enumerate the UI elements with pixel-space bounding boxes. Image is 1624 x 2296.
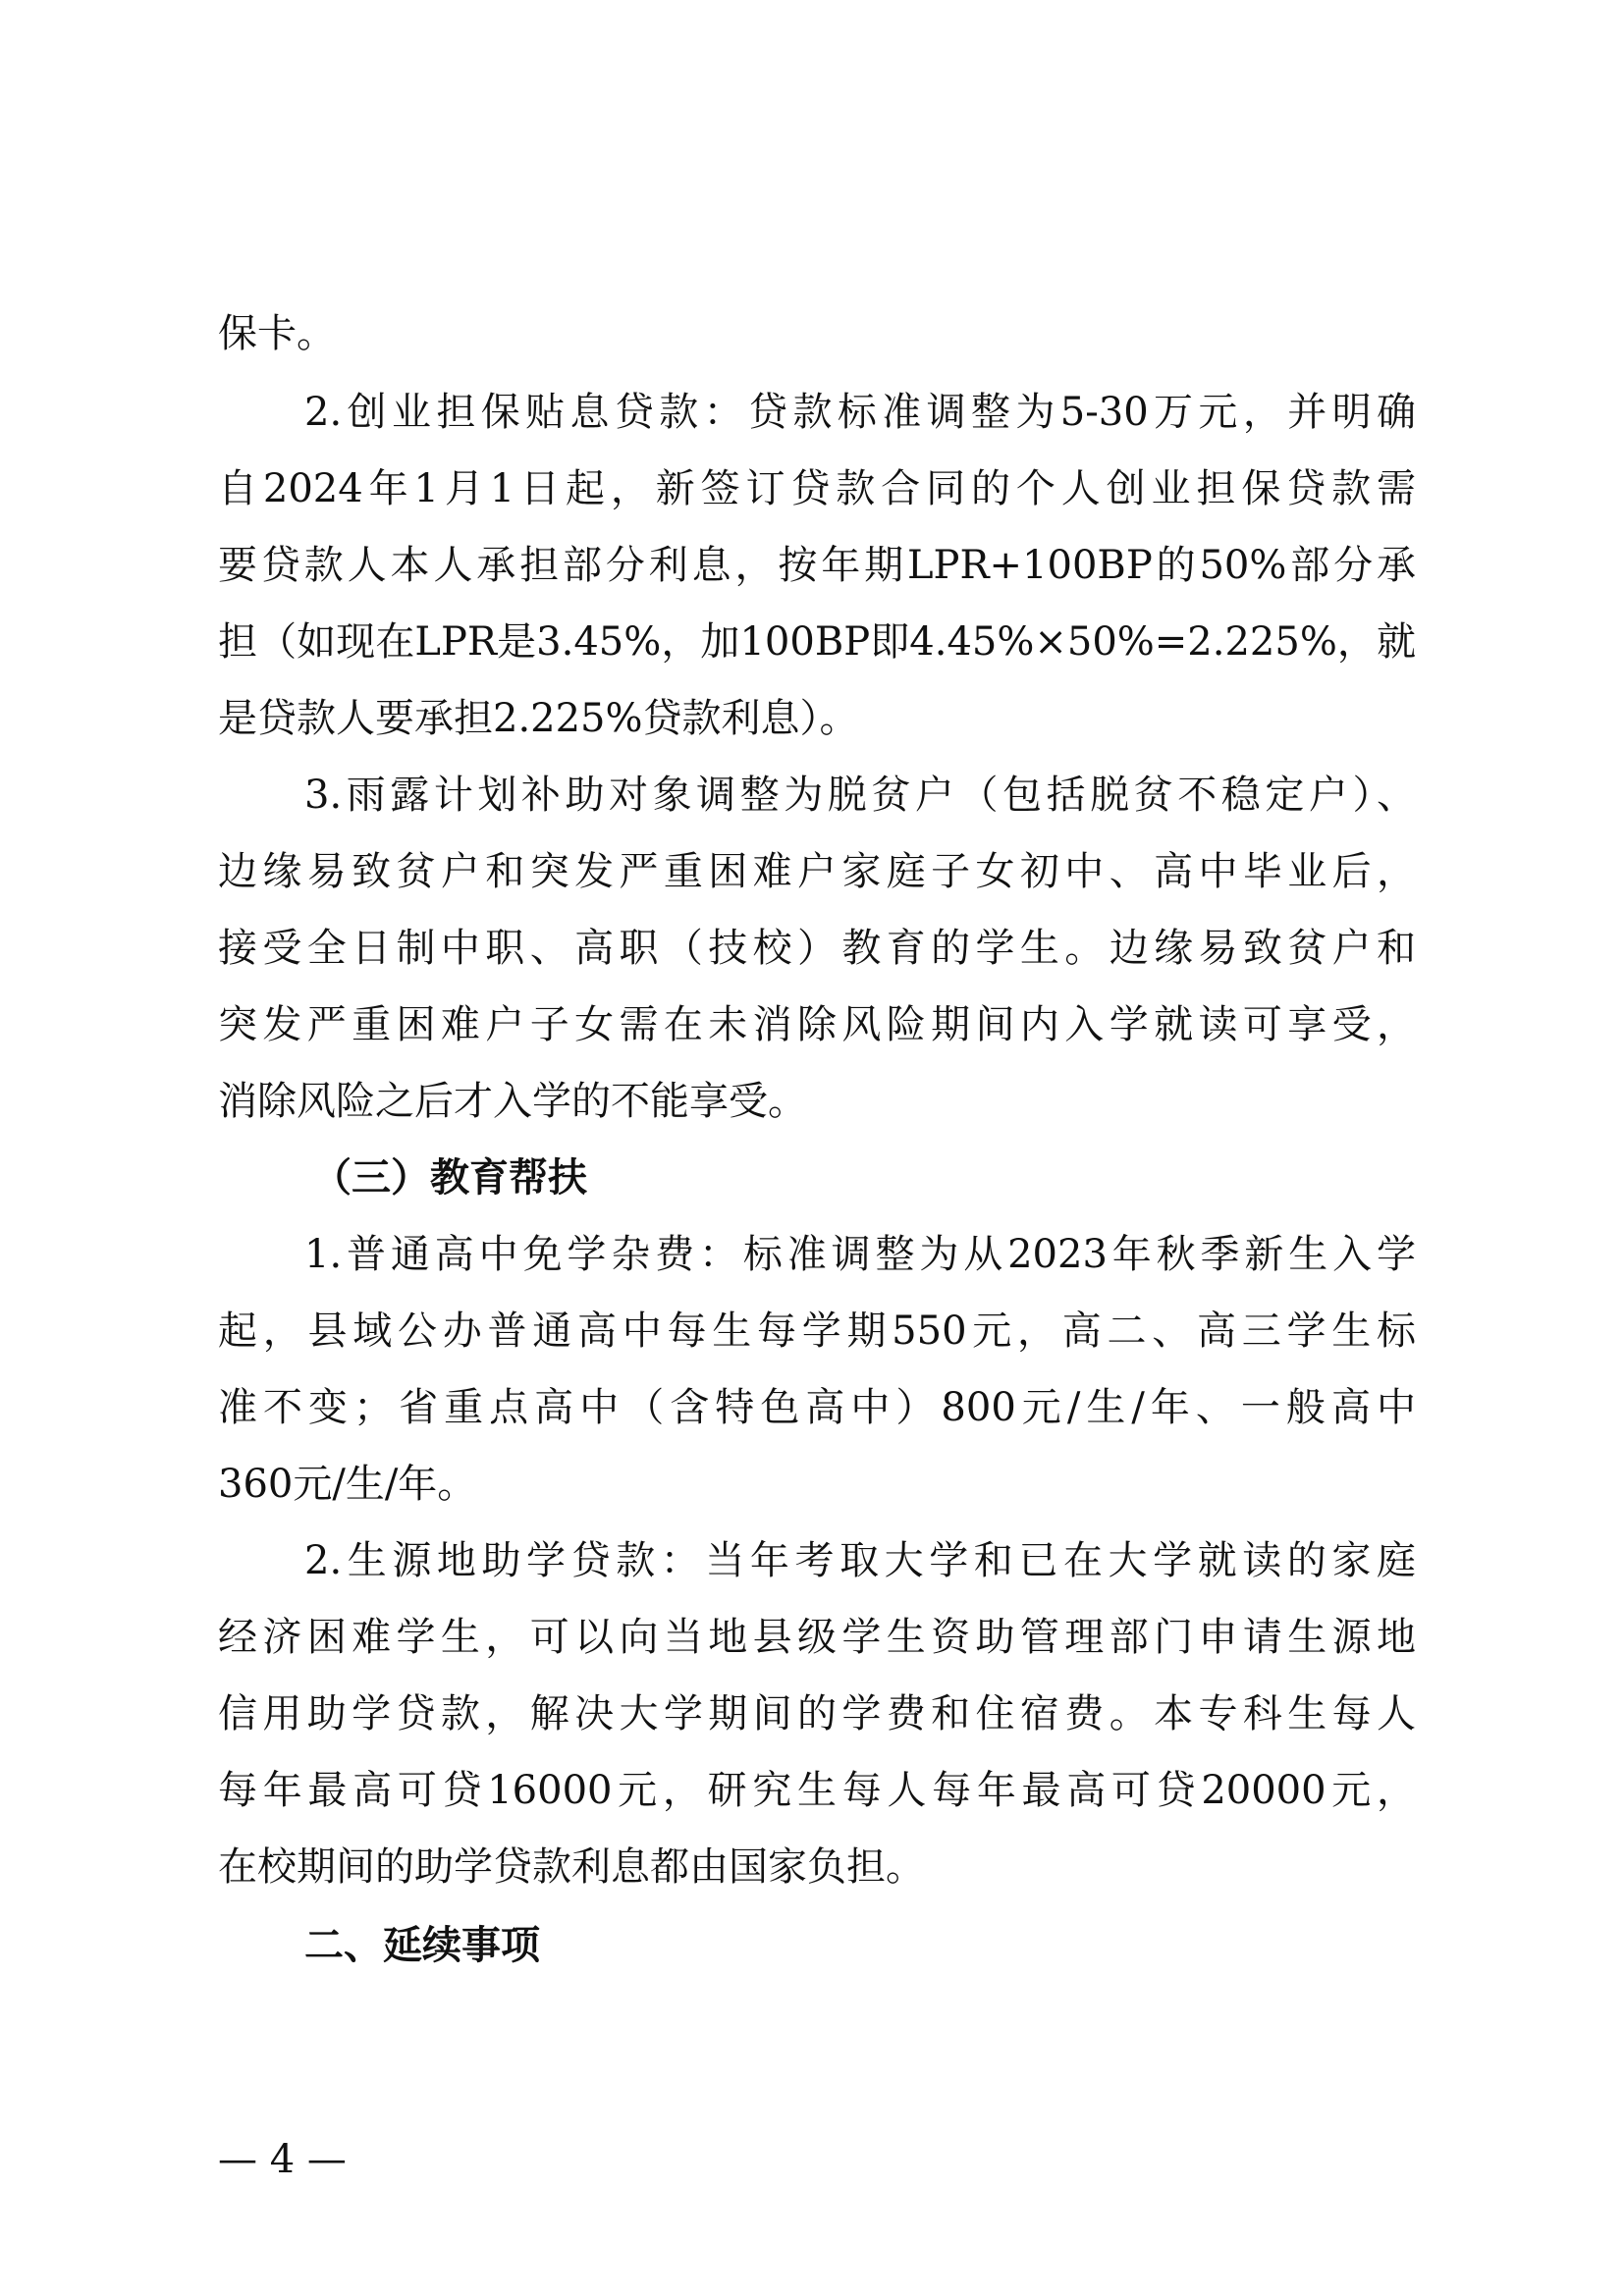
paragraph-line: 2.创业担保贴息贷款：贷款标准调整为5-30万元，并明确 <box>304 390 1416 435</box>
section-heading: （三）教育帮扶 <box>312 1155 587 1201</box>
paragraph-line: 是贷款人要承担2.225%贷款利息）。 <box>218 696 859 741</box>
section-heading: 二、延续事项 <box>304 1923 540 1968</box>
paragraph-line: 每年最高可贷16000元，研究生每人每年最高可贷20000元， <box>218 1768 1416 1813</box>
paragraph-line: 边缘易致贫户和突发严重困难户家庭子女初中、高中毕业后， <box>218 849 1416 894</box>
paragraph-line: 接受全日制中职、高职（技校）教育的学生。边缘易致贫户和 <box>218 926 1416 971</box>
paragraph-line: 准不变；省重点高中（含特色高中）800元/生/年、一般高中 <box>218 1385 1416 1430</box>
paragraph-line: 要贷款人本人承担部分利息，按年期LPR+100BP的50%部分承 <box>218 543 1416 588</box>
paragraph-line: 3.雨露计划补助对象调整为脱贫户（包括脱贫不稳定户）、 <box>304 773 1416 818</box>
paragraph-line: 自2024年1月1日起，新签订贷款合同的个人创业担保贷款需 <box>218 466 1416 511</box>
paragraph-line: 突发严重困难户子女需在未消除风险期间内入学就读可享受， <box>218 1002 1416 1047</box>
paragraph-line: 经济困难学生，可以向当地县级学生资助管理部门申请生源地 <box>218 1615 1416 1660</box>
paragraph-line: 2.生源地助学贷款：当年考取大学和已在大学就读的家庭 <box>304 1538 1416 1583</box>
paragraph-line: 1.普通高中免学杂费：标准调整为从2023年秋季新生入学 <box>304 1232 1416 1277</box>
page-number: — 4 — <box>218 2137 347 2182</box>
paragraph-line: 起，县域公办普通高中每生每学期550元，高二、高三学生标 <box>218 1308 1416 1354</box>
paragraph-line: 在校期间的助学贷款利息都由国家负担。 <box>218 1844 925 1890</box>
paragraph-line: 保卡。 <box>218 311 336 356</box>
paragraph-line: 信用助学贷款，解决大学期间的学费和住宿费。本专科生每人 <box>218 1691 1416 1736</box>
paragraph-line: 担（如现在LPR是3.45%，加100BP即4.45%×50%=2.225%，就 <box>218 619 1416 665</box>
paragraph-line: 360元/生/年。 <box>218 1462 477 1507</box>
paragraph-line: 消除风险之后才入学的不能享受。 <box>218 1079 807 1124</box>
